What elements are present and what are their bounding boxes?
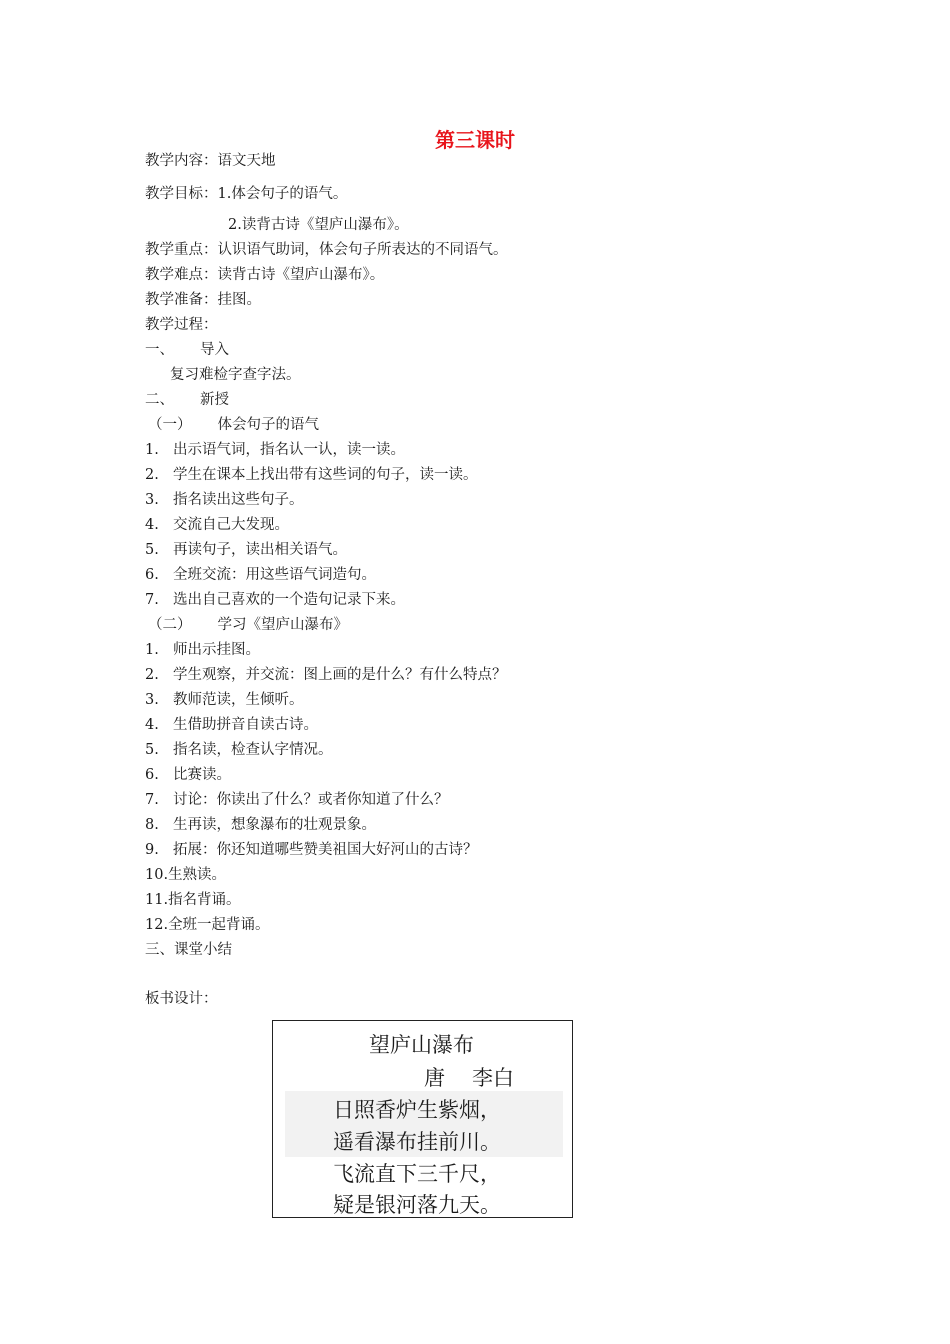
poem-title: 望庐山瀑布 (369, 1033, 474, 1057)
list-item: 11.指名背诵。 (145, 892, 241, 908)
header-focus: 教学重点：认识语气助词，体会句子所表达的不同语气。 (145, 242, 508, 258)
list-item: 2. 学生观察，并交流：图上画的是什么？有什么特点？ (145, 667, 507, 683)
section-one-body: 复习难检字查字法。 (170, 367, 301, 383)
list-item: 5. 指名读，检查认字情况。 (145, 742, 333, 758)
list-item: 5. 再读句子，读出相关语气。 (145, 542, 347, 558)
list-item: 3. 指名读出这些句子。 (145, 492, 304, 508)
list-item: 7. 选出自己喜欢的一个造句记录下来。 (145, 592, 405, 608)
list-item: 6. 比赛读。 (145, 767, 231, 783)
list-item: 3. 教师范读，生倾听。 (145, 692, 304, 708)
header-goal-1: 教学目标：1.体会句子的语气。 (145, 186, 348, 202)
header-prep: 教学准备：挂图。 (145, 292, 261, 308)
list-item: 1. 师出示挂图。 (145, 642, 260, 658)
list-item: 4. 交流自己大发现。 (145, 517, 289, 533)
section-three-heading: 三、课堂小结 (145, 942, 232, 958)
poem-line: 遥看瀑布挂前川。 (333, 1130, 501, 1154)
page-title: 第三课时 (435, 128, 515, 152)
list-item: 6. 全班交流：用这些语气词造句。 (145, 567, 376, 583)
poem-line: 日照香炉生紫烟， (333, 1098, 501, 1122)
list-item: 7. 讨论：你读出了什么？或者你知道了什么？ (145, 792, 449, 808)
list-item: 2. 学生在课本上找出带有这些词的句子，读一读。 (145, 467, 478, 483)
part-one-heading: （一） 体会句子的语气 (148, 417, 319, 433)
poem-line: 飞流直下三千尺， (333, 1162, 501, 1186)
poem-dynasty: 唐 (424, 1066, 445, 1090)
list-item: 4. 生借助拼音自读古诗。 (145, 717, 318, 733)
list-item: 8. 生再读，想象瀑布的壮观景象。 (145, 817, 376, 833)
board-design-box (272, 1020, 573, 1218)
list-item: 9. 拓展：你还知道哪些赞美祖国大好河山的古诗？ (145, 842, 478, 858)
list-item: 1. 出示语气词，指名认一认，读一读。 (145, 442, 405, 458)
list-item: 12.全班一起背诵。 (145, 917, 270, 933)
poem-author: 李白 (472, 1066, 514, 1090)
header-process: 教学过程： (145, 317, 218, 333)
board-design-label: 板书设计： (145, 991, 218, 1007)
section-one-heading: 一、 导入 (145, 342, 229, 358)
section-two-heading: 二、 新授 (145, 392, 229, 408)
header-goal-2: 2.读背古诗《望庐山瀑布》。 (228, 217, 409, 233)
list-item: 10.生熟读。 (145, 867, 227, 883)
header-content: 教学内容：语文天地 (145, 153, 276, 169)
poem-line: 疑是银河落九天。 (333, 1193, 501, 1217)
header-difficulty: 教学难点：读背古诗《望庐山瀑布》。 (145, 267, 385, 283)
part-two-heading: （二） 学习《望庐山瀑布》 (148, 617, 348, 633)
